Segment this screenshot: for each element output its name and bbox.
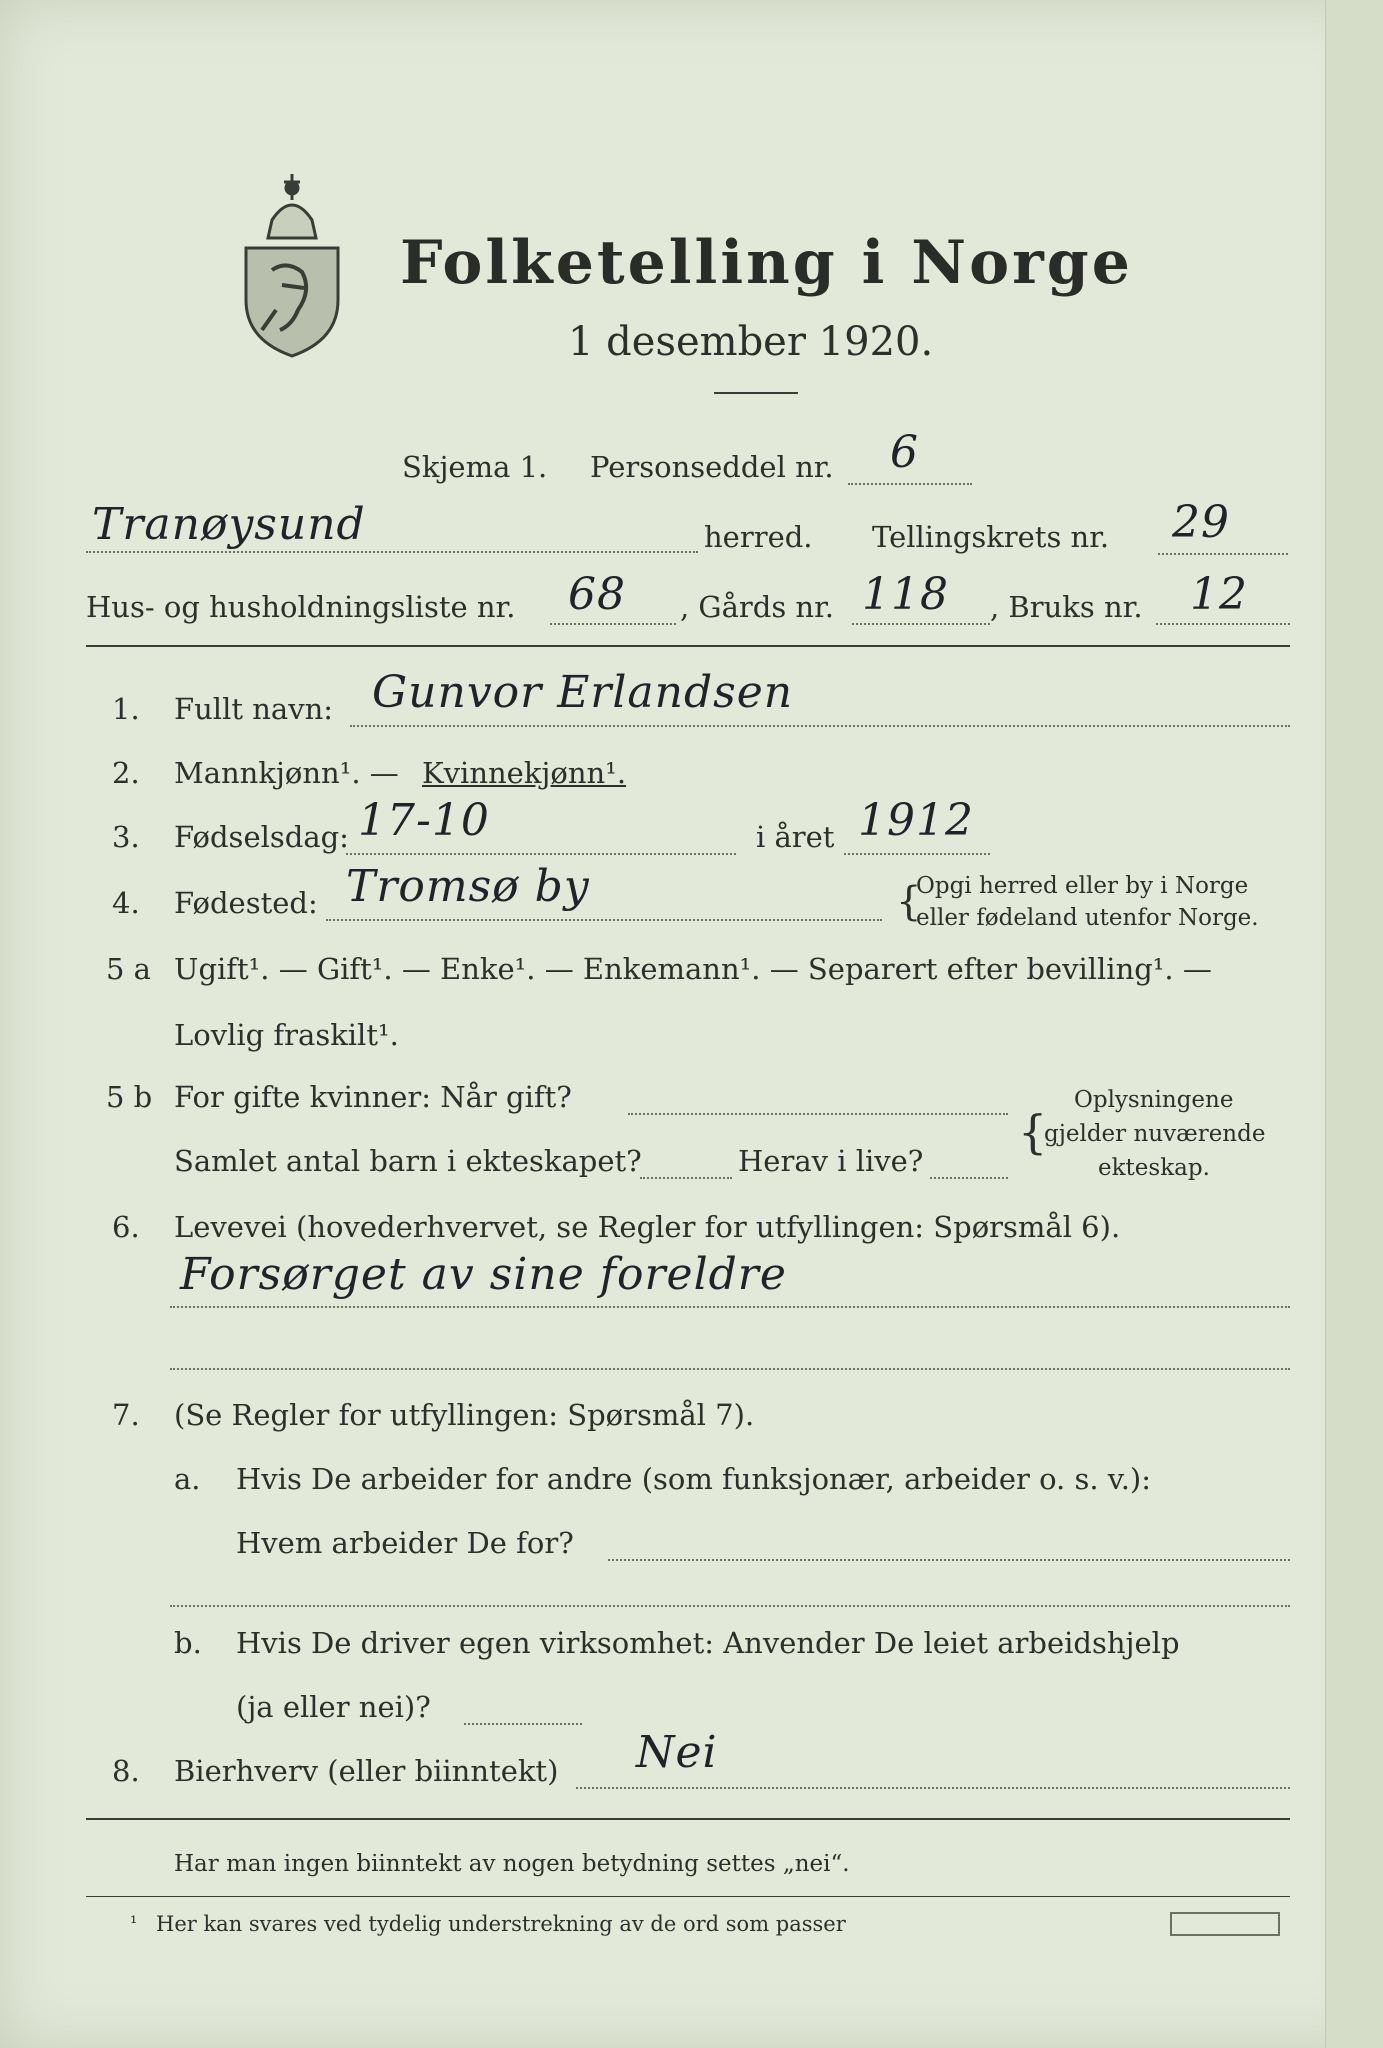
- personseddel-line: [848, 483, 972, 485]
- herred-line: [86, 551, 698, 553]
- form-date: 1 desember 1920.: [568, 319, 934, 365]
- printer-stamp: [1170, 1912, 1280, 1936]
- fodested-value[interactable]: Tromsø by: [346, 861, 590, 912]
- title-divider: [714, 392, 798, 394]
- fodselsdag-value[interactable]: 17-10: [358, 795, 490, 846]
- q1-label: Fullt navn:: [174, 692, 334, 726]
- fodselsdag-line: [346, 853, 736, 855]
- tellingskrets-label: Tellingskrets nr.: [872, 520, 1110, 554]
- q5b-number: 5 b: [106, 1080, 153, 1114]
- q7a-line2: Hvem arbeider De for?: [236, 1526, 574, 1560]
- arbeidshjelp-line: [464, 1723, 582, 1725]
- footnote-text: Her kan svares ved tydelig understrekning av de ord som passer: [156, 1912, 846, 1936]
- herav-i-live-line: [930, 1177, 1008, 1179]
- bierhverv-line: [576, 1787, 1290, 1789]
- q4-brace: {: [896, 879, 922, 925]
- q7b-line2: (ja eller nei)?: [236, 1690, 431, 1724]
- q7a-number: a.: [174, 1462, 201, 1496]
- bierhverv-value[interactable]: Nei: [636, 1727, 718, 1778]
- q1-number: 1.: [112, 692, 140, 726]
- footnote-rule: [86, 1896, 1290, 1897]
- q8-number: 8.: [112, 1754, 140, 1788]
- header-rule: [86, 645, 1290, 647]
- q7-number: 7.: [112, 1398, 140, 1432]
- levevei-line-2: [170, 1368, 1290, 1370]
- q4-label: Fødested:: [174, 886, 318, 920]
- tellingskrets-value[interactable]: 29: [1172, 497, 1230, 548]
- q7b-number: b.: [174, 1626, 202, 1660]
- footnote-number: ¹: [130, 1913, 138, 1934]
- aar-line: [844, 853, 990, 855]
- q6-label: Levevei (hovederhvervet, se Regler for utfyllingen: Spørsmål 6).: [174, 1210, 1121, 1244]
- q4-note-line1: Opgi herred eller by i Norge: [916, 873, 1249, 899]
- husliste-label: Hus- og husholdningsliste nr.: [86, 590, 516, 624]
- skjema-label: Skjema 1.: [402, 450, 548, 484]
- husliste-value[interactable]: 68: [568, 569, 626, 620]
- husliste-line: [550, 623, 676, 625]
- norwegian-coat-of-arms-icon: [232, 160, 352, 360]
- navn-value[interactable]: Gunvor Erlandsen: [372, 667, 794, 718]
- arbeider-for-line-2: [170, 1605, 1290, 1607]
- levevei-line-1: [170, 1306, 1290, 1308]
- aar-value[interactable]: 1912: [858, 795, 974, 846]
- gaards-value[interactable]: 118: [862, 569, 949, 620]
- q4-number: 4.: [112, 886, 140, 920]
- q3-label: Fødselsdag:: [174, 820, 349, 854]
- q6-number: 6.: [112, 1210, 140, 1244]
- q7a-line1: Hvis De arbeider for andre (som funksjonær, arbeider o. s. v.):: [236, 1462, 1152, 1496]
- bruks-line: [1156, 623, 1290, 625]
- form-title: Folketelling i Norge: [400, 228, 1133, 298]
- bottom-rule: [86, 1818, 1290, 1820]
- bruks-value[interactable]: 12: [1190, 569, 1248, 620]
- q5a-number: 5 a: [106, 952, 151, 986]
- q5b-note-line3: ekteskap.: [1098, 1155, 1210, 1181]
- q5b-line2b: Herav i live?: [738, 1144, 924, 1178]
- q3-year-label: i året: [756, 820, 835, 854]
- adjacent-page-edge: [1325, 0, 1383, 2048]
- arbeider-for-line: [608, 1559, 1290, 1561]
- antal-barn-line: [640, 1177, 732, 1179]
- bierhverv-note: Har man ingen biinntekt av nogen betydning settes „nei“.: [174, 1851, 850, 1877]
- q5b-line1: For gifte kvinner: Når gift?: [174, 1080, 572, 1114]
- q5b-line2a: Samlet antal barn i ekteskapet?: [174, 1144, 642, 1178]
- q5a-line1: Ugift¹. — Gift¹. — Enke¹. — Enkemann¹. — Separert efter bevilling¹. —: [174, 952, 1212, 986]
- levevei-value[interactable]: Forsørget av sine foreldre: [180, 1249, 787, 1300]
- gaards-line: [852, 623, 990, 625]
- naar-gift-line: [628, 1113, 1008, 1115]
- tellingskrets-line: [1158, 553, 1288, 555]
- q2-female-label[interactable]: Kvinnekjønn¹.: [422, 756, 627, 790]
- gaards-label: , Gårds nr.: [680, 590, 834, 624]
- q3-number: 3.: [112, 820, 140, 854]
- q5a-line2: Lovlig fraskilt¹.: [174, 1018, 399, 1052]
- herred-value[interactable]: Tranøysund: [92, 499, 366, 550]
- navn-line: [350, 725, 1290, 727]
- q2-male-label: Mannkjønn¹. —: [174, 756, 399, 790]
- q5b-brace: {: [1018, 1105, 1048, 1159]
- personseddel-value[interactable]: 6: [890, 427, 919, 478]
- q8-label: Bierhverv (eller biinntekt): [174, 1754, 559, 1788]
- q4-note-line2: eller fødeland utenfor Norge.: [916, 905, 1259, 931]
- personseddel-label: Personseddel nr.: [590, 450, 834, 484]
- q2-number: 2.: [112, 756, 140, 790]
- bruks-label: , Bruks nr.: [990, 590, 1143, 624]
- fodested-line: [326, 919, 882, 921]
- q7b-line1: Hvis De driver egen virksomhet: Anvender De leiet arbeidshjelp: [236, 1626, 1180, 1660]
- q7-label: (Se Regler for utfyllingen: Spørsmål 7).: [174, 1398, 755, 1432]
- q5b-note-line1: Oplysningene: [1074, 1087, 1234, 1113]
- q5b-note-line2: gjelder nuværende: [1044, 1121, 1266, 1147]
- herred-label: herred.: [704, 520, 813, 554]
